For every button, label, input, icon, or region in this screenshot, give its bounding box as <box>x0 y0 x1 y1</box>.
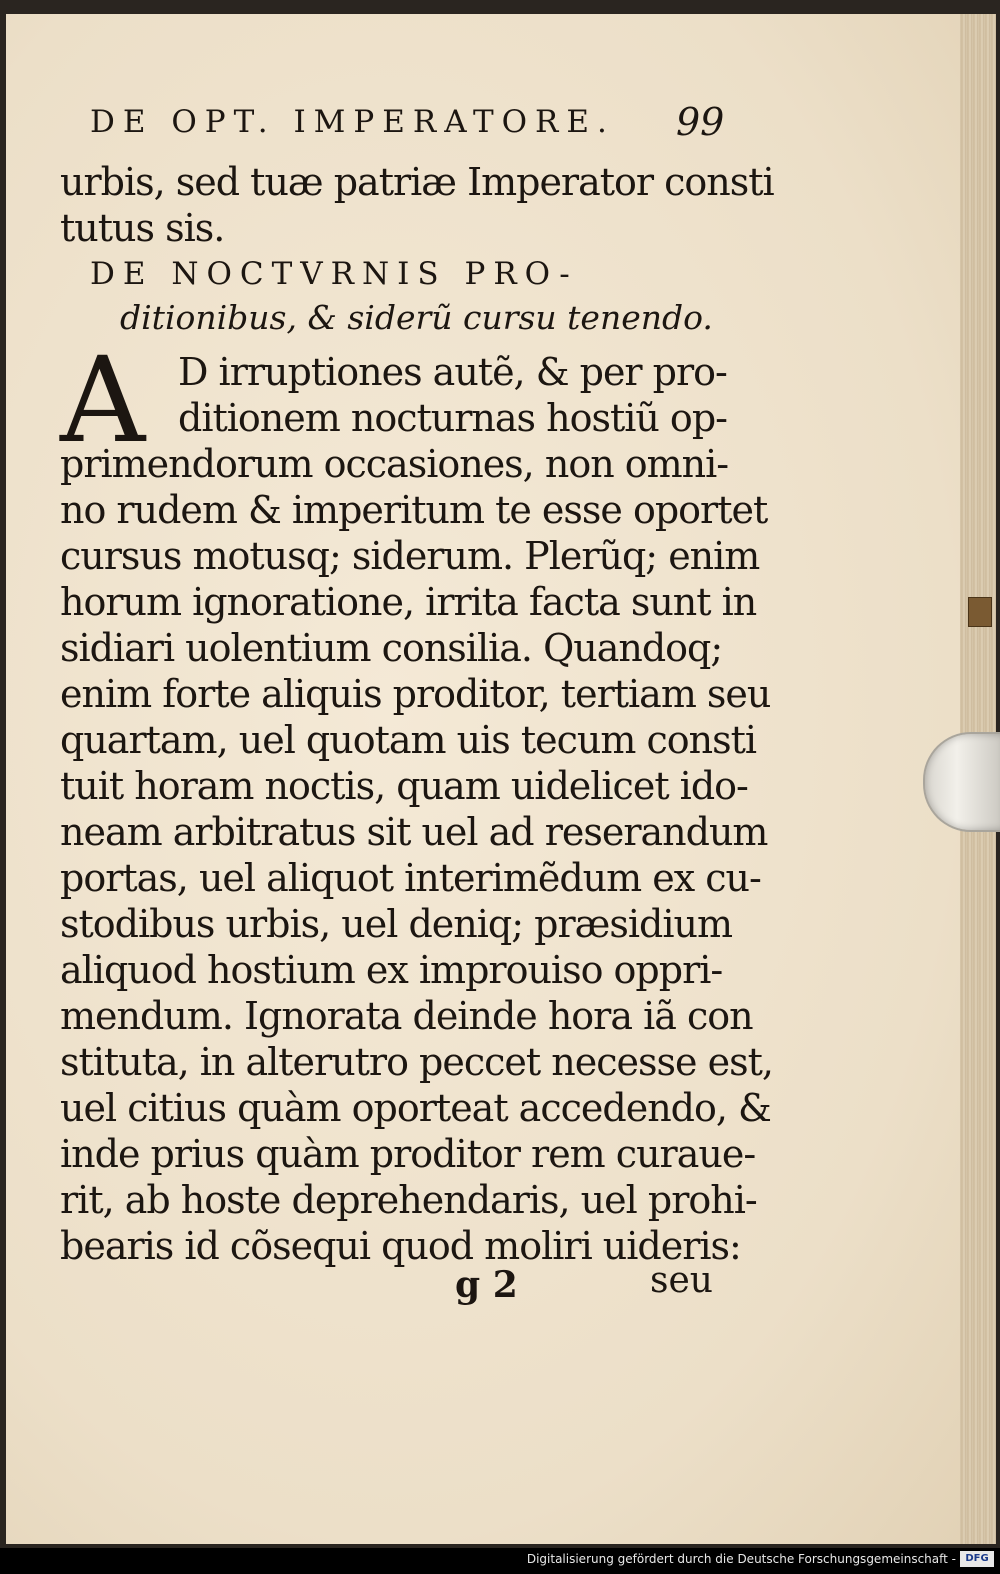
section-heading: DE NOCTVRNIS PRO- <box>90 256 578 292</box>
text-line: quartam, uel quotam uis tecum consti <box>60 718 757 762</box>
text-line: stodibus urbis, uel deniq; præsidium <box>60 902 732 946</box>
decorated-initial: A <box>60 331 146 469</box>
text-line: no rudem & imperitum te esse oportet <box>60 488 768 532</box>
footer-credit: Digitalisierung gefördert durch die Deutsche Forschungsgemeinschaft - <box>526 1552 956 1566</box>
text-line: tutus sis. <box>60 206 225 250</box>
text-line: urbis, sed tuæ patriæ Imperator consti <box>60 160 774 204</box>
signature-mark: g 2 <box>455 1264 518 1306</box>
text-line: portas, uel aliquot interimẽdum ex cu- <box>60 856 761 900</box>
text-line: neam arbitratus sit uel ad reserandum <box>60 810 768 854</box>
folio-number: 99 <box>676 100 725 144</box>
catchword: seu <box>650 1260 713 1301</box>
text-line: D irruptiones autẽ, & per pro- <box>178 350 727 394</box>
text-line: inde prius quàm proditor rem curaue- <box>60 1132 756 1176</box>
text-line: rit, ab hoste deprehendaris, uel prohi- <box>60 1178 757 1222</box>
text-line: tuit horam noctis, quam uidelicet ido- <box>60 764 748 808</box>
text-line: cursus motusq; siderum. Plerũq; enim <box>60 534 760 578</box>
section-heading-italic: ditionibus, & siderũ cursu tenendo. <box>120 298 713 337</box>
text-line: uel citius quàm oporteat accedendo, & <box>60 1086 771 1130</box>
running-head: DE OPT. IMPERATORE. <box>90 104 615 140</box>
text-line: ditionem nocturnas hostiũ op- <box>178 396 727 440</box>
text-line: stituta, in alterutro peccet necesse est, <box>60 1040 773 1084</box>
dfg-logo: DFG <box>960 1551 994 1567</box>
text-line: bearis id cõsequi quod moliri uideris: <box>60 1224 741 1268</box>
text-line: horum ignoratione, irrita facta sunt in <box>60 580 757 624</box>
bookmark-tab <box>968 597 992 627</box>
text-line: mendum. Ignorata deinde hora iã con <box>60 994 753 1038</box>
text-line: primendorum occasiones, non omni- <box>60 442 729 486</box>
text-line: aliquod hostium ex improuiso oppri- <box>60 948 723 992</box>
text-line: sidiari uolentium consilia. Quandoq; <box>60 626 723 670</box>
text-line: enim forte aliquis proditor, tertiam seu <box>60 672 771 716</box>
